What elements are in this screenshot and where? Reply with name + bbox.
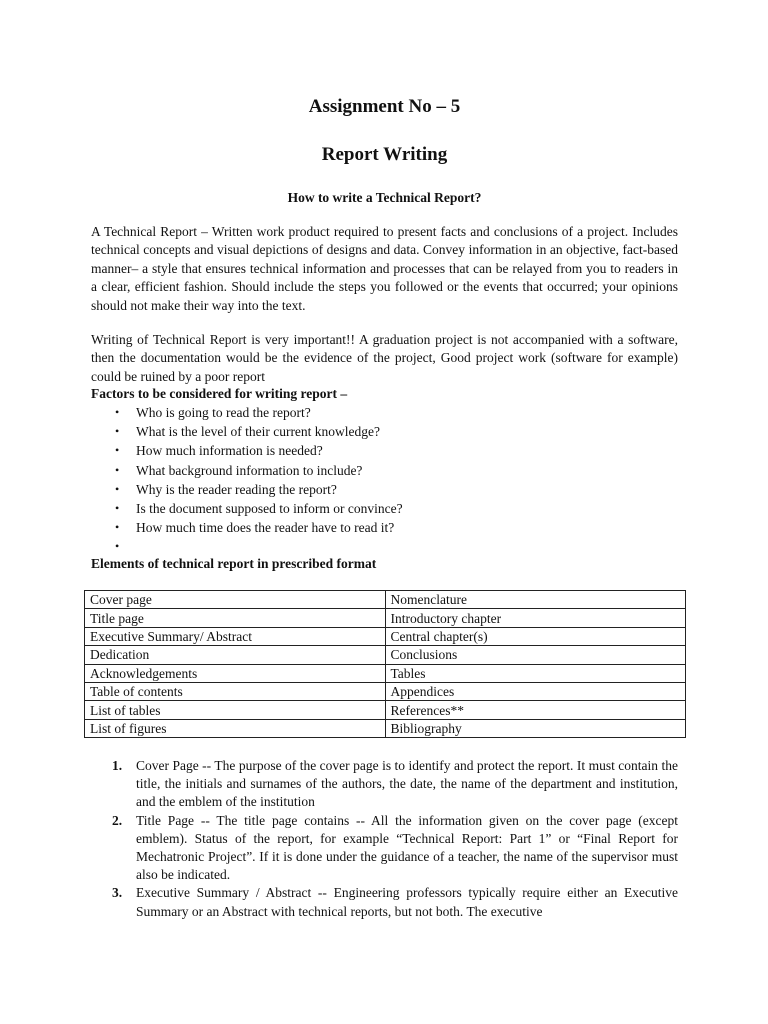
intro-paragraph: A Technical Report – Written work product required to present facts and conclusions of a project. Includes technical concepts and visual depictions of designs and data. Convey information in an objective, fact-based manner– a style that ensures technical information and processes that can be relayed from you to readers in a clear, efficient fashion. Should include the steps you followed or the events that occurred; your opinions should not make their way into the text. [91, 224, 678, 313]
table-cell: Central chapter(s) [385, 627, 686, 645]
bullet-icon: • [115, 443, 120, 458]
numbered-list [91, 757, 678, 921]
list-item: • How much information is needed? [91, 441, 678, 460]
table-cell: References** [385, 701, 686, 719]
table-cell: Table of contents [85, 682, 386, 700]
item-number: 2. [112, 812, 123, 828]
bullet-icon: • [115, 500, 120, 515]
table-cell: Cover page [85, 591, 386, 609]
list-item [91, 537, 678, 556]
list-item [91, 812, 678, 885]
importance-paragraph: Writing of Technical Report is very important!! A graduation project is not accompanied with a software, then the documentation would be the evidence of the project, Good project work (software for example) could be ruined by a poor report [91, 332, 678, 384]
table-cell: Tables [385, 664, 686, 682]
item-text: Executive Summary / Abstract -- Engineering professors typically require either an Executive Summary or an Abstract with technical reports, but not both. The executive [136, 885, 678, 919]
factors-list [91, 403, 678, 557]
table-row [85, 664, 686, 682]
list-item: • What is the level of their current knowledge? [91, 422, 678, 441]
item-number: 1. [112, 758, 123, 773]
bullet-icon: • [115, 462, 120, 477]
table-cell: List of figures [85, 719, 386, 737]
table-row [85, 719, 686, 737]
table-cell: Executive Summary/ Abstract [85, 627, 386, 645]
elements-heading: Elements of technical report in prescribed format [91, 556, 377, 571]
table-cell: Nomenclature [385, 591, 686, 609]
factors-heading: Factors to be considered for writing report – [91, 386, 348, 401]
table-row [85, 682, 686, 700]
table-cell: Introductory chapter [385, 609, 686, 627]
list-item: • What background information to include? [91, 461, 678, 480]
list-item [91, 757, 678, 812]
table-row [85, 609, 686, 627]
bullet-icon: • [115, 405, 120, 419]
bullet-icon: • [115, 539, 120, 554]
table-cell: Appendices [385, 682, 686, 700]
item-text: Title Page -- The title page contains -- All the information given on the cover page (except emblem). Status of the report, for example “Technical Report: Part 1” or “Final Report for Mechatronic Project”. If it is done under the guidance of a teacher, the name of the supervisor must also be indicated. [136, 812, 678, 883]
page-subtitle: Report Writing [321, 144, 448, 165]
table-row [85, 591, 686, 609]
bullet-icon: • [115, 424, 120, 439]
list-item: • Is the document supposed to inform or convince? [91, 499, 678, 518]
item-number: 3. [112, 885, 123, 901]
table-cell: Dedication [85, 646, 386, 664]
bullet-icon: • [115, 481, 120, 496]
table-row [85, 701, 686, 719]
list-item: • Why is the reader reading the report? [91, 480, 678, 499]
page-title: Assignment No – 5 [308, 96, 461, 117]
elements-table [84, 590, 686, 738]
table-cell: Acknowledgements [85, 664, 386, 682]
list-item [91, 884, 678, 920]
list-item: • How much time does the reader have to read it? [91, 518, 678, 537]
table-cell: Bibliography [385, 719, 686, 737]
bullet-icon: • [115, 520, 120, 535]
table-cell: List of tables [85, 701, 386, 719]
item-text: Cover Page -- The purpose of the cover page is to identify and protect the report. It must contain the title, the initials and surnames of the authors, the date, the name of the department and institution, and the emblem of the institution [136, 758, 678, 810]
table-row [85, 646, 686, 664]
table-cell: Conclusions [385, 646, 686, 664]
list-item: • Who is going to read the report? [91, 403, 678, 422]
table-row [85, 627, 686, 645]
section-heading: How to write a Technical Report? [287, 190, 482, 205]
table-cell: Title page [85, 609, 386, 627]
